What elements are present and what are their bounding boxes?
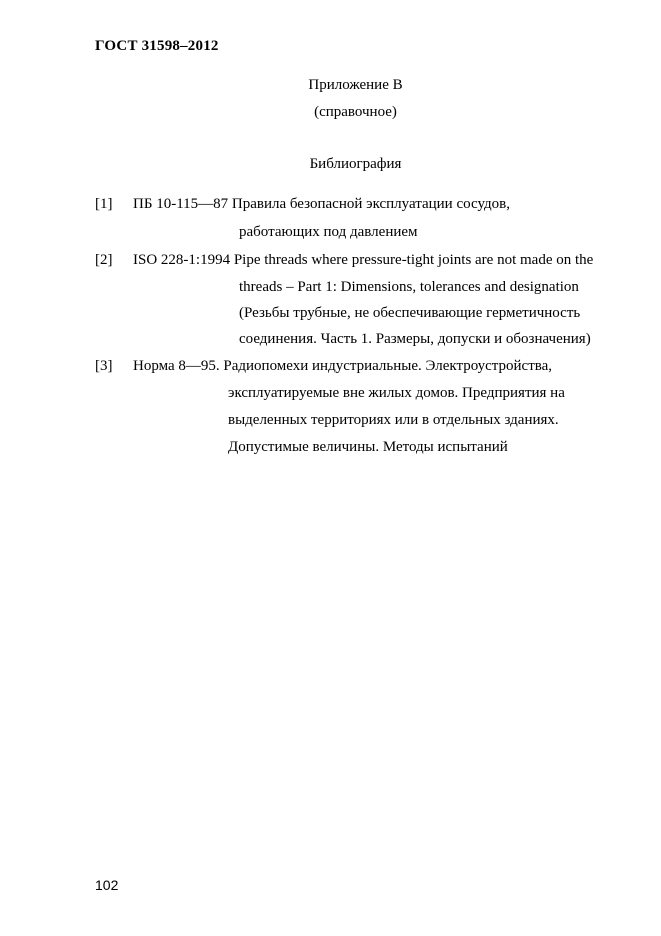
reference-line: ПБ 10-115—87 Правила безопасной эксплуатации сосудов, <box>133 196 510 212</box>
page-number: 102 <box>95 877 119 893</box>
reference-line: эксплуатируемые вне жилых домов. Предприятия на <box>228 385 565 401</box>
reference-line: работающих под давлением <box>239 224 418 240</box>
document-header: ГОСТ 31598–2012 <box>95 38 219 54</box>
reference-line: ISO 228-1:1994 Pipe threads where pressure-tight joints are not made on the <box>133 252 594 268</box>
reference-line: Допустимые величины. Методы испытаний <box>228 439 508 455</box>
reference-number: [1] <box>95 196 113 212</box>
appendix-title: Приложение В <box>308 77 403 93</box>
reference-line: соединения. Часть 1. Размеры, допуски и обозначения) <box>239 331 591 347</box>
reference-line: Норма 8—95. Радиопомехи индустриальные. Электроустройства, <box>133 358 553 374</box>
appendix-kind: (справочное) <box>314 104 397 120</box>
reference-line: выделенных территориях или в отдельных зданиях. <box>228 412 559 428</box>
reference-number: [2] <box>95 252 113 268</box>
bibliography-title: Библиография <box>309 156 402 172</box>
reference-number: [3] <box>95 358 113 374</box>
reference-line: threads – Part 1: Dimensions, tolerances and designation <box>239 279 579 295</box>
reference-line: (Резьбы трубные, не обеспечивающие герметичность <box>239 305 581 321</box>
